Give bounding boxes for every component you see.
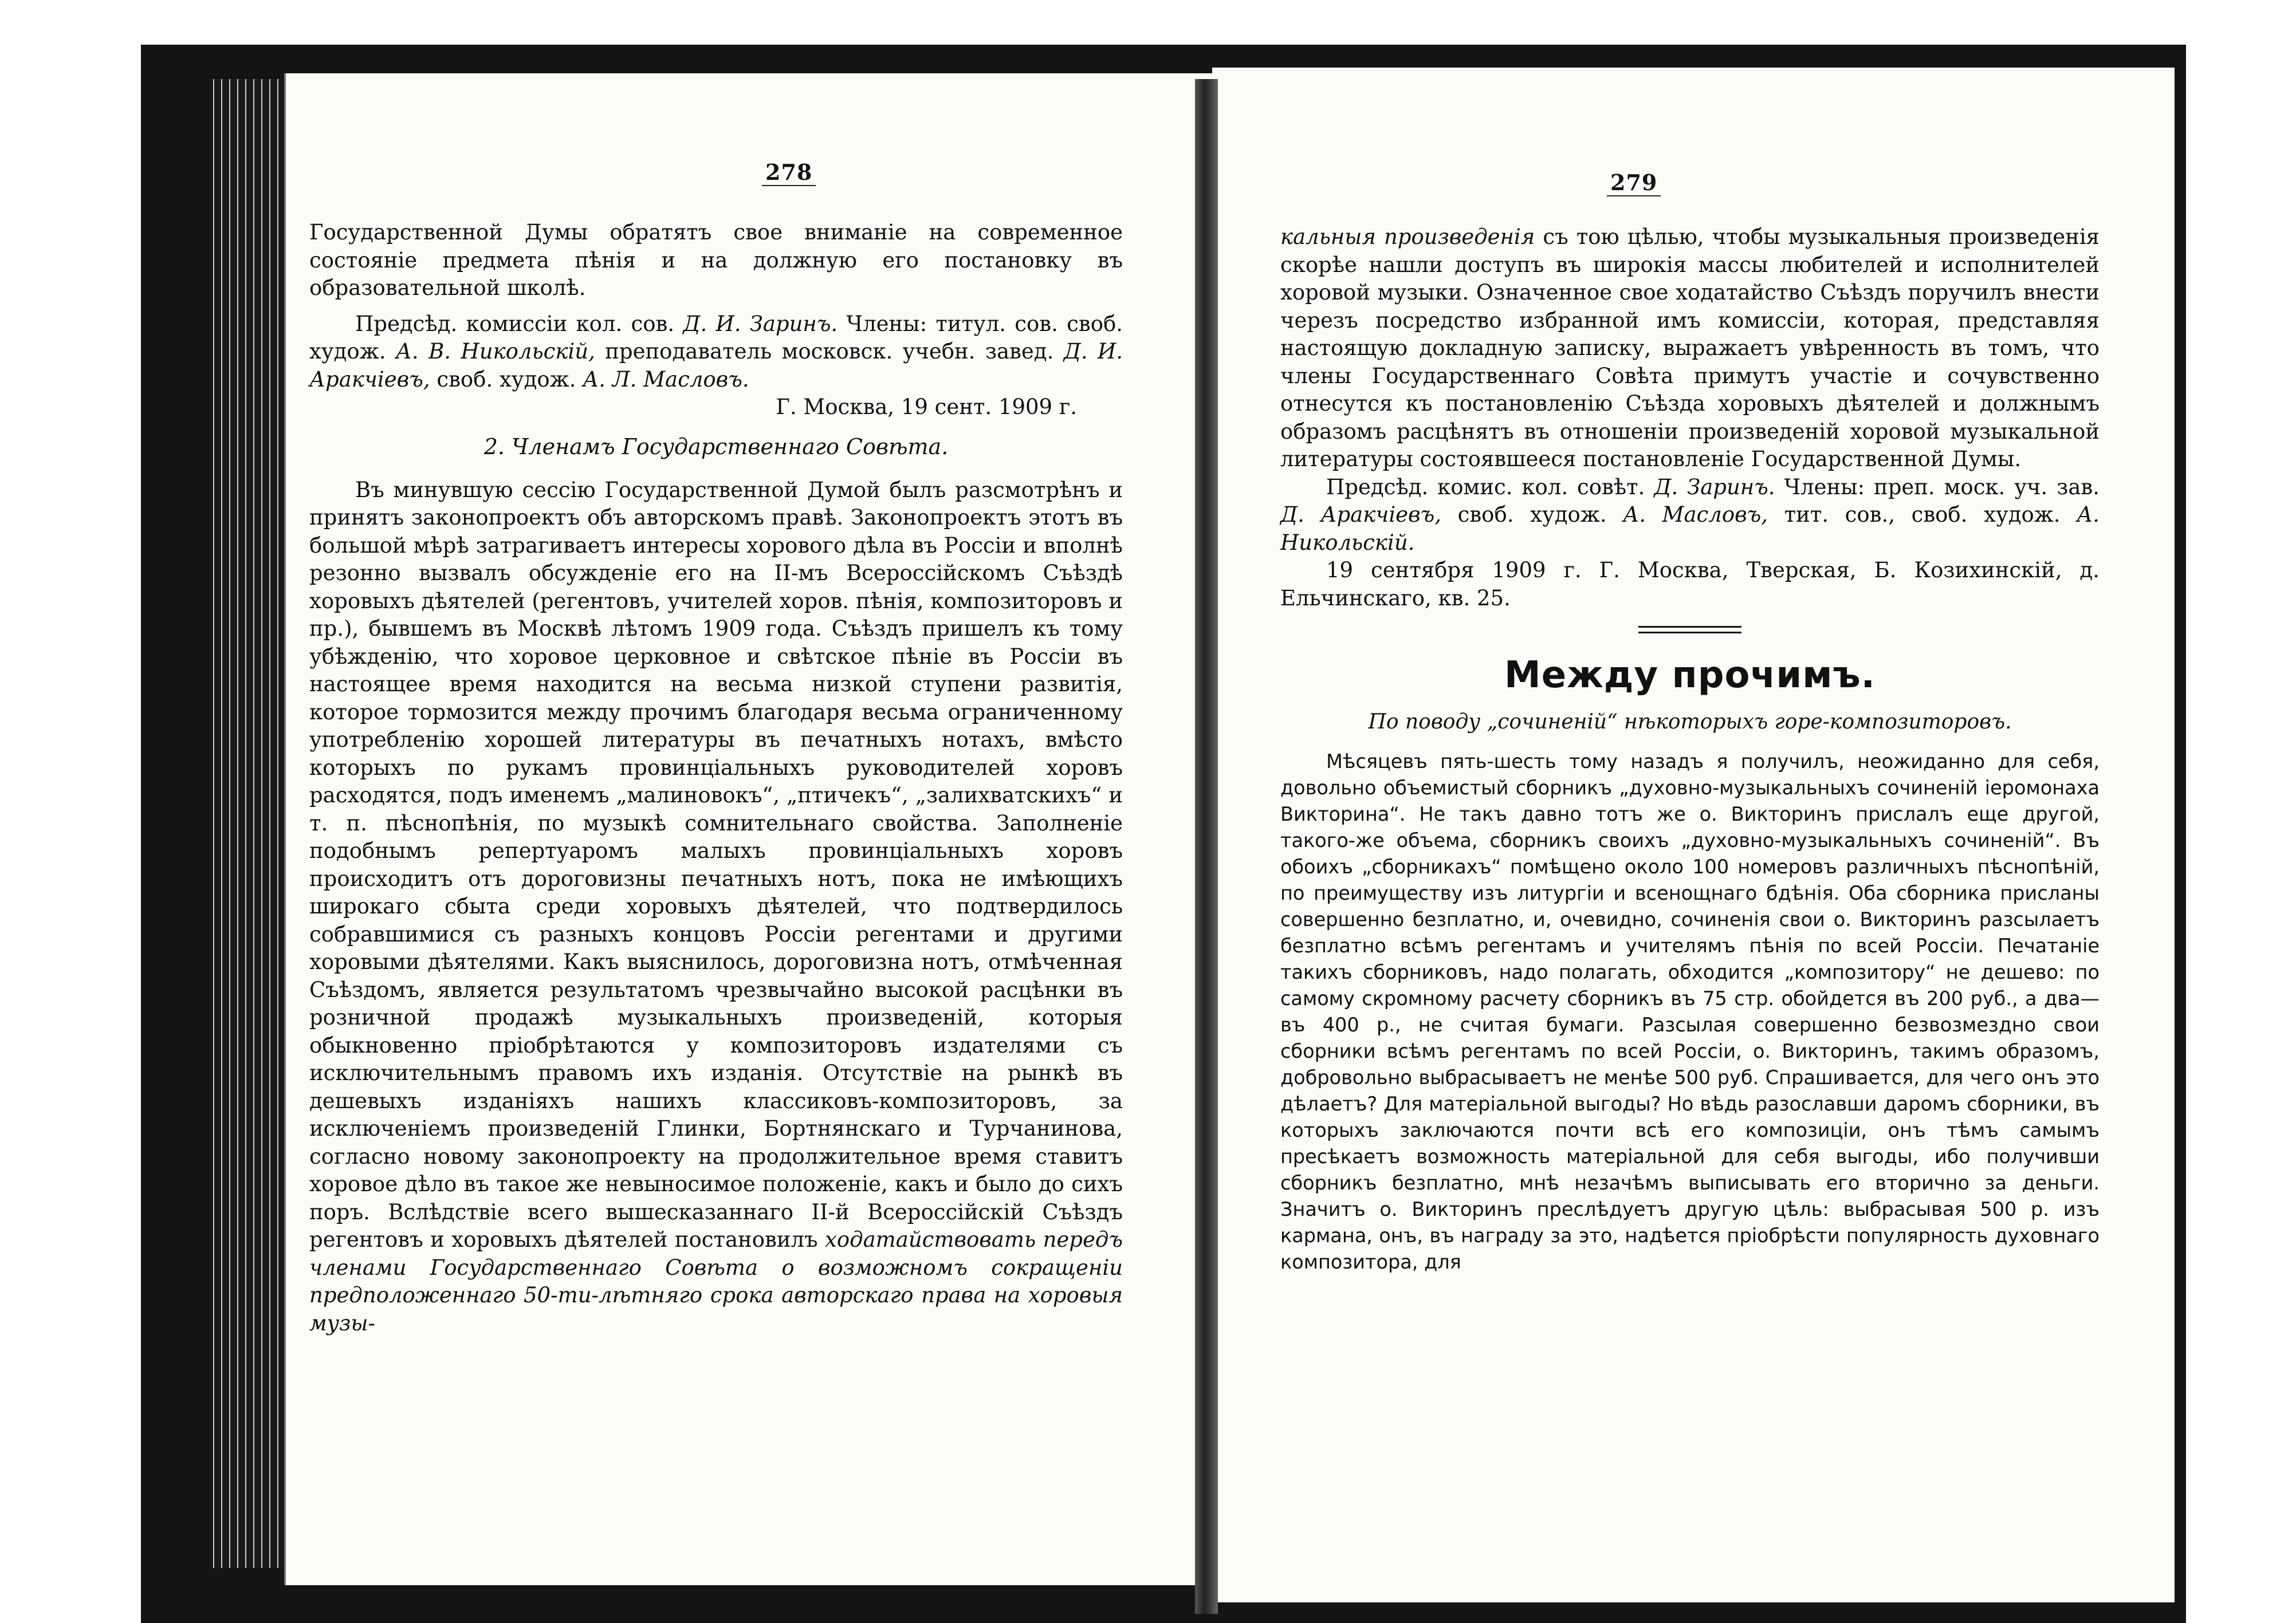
section-title: Между прочимъ. xyxy=(1504,654,1876,696)
signatory-name: А. Масловъ, xyxy=(1623,502,1768,527)
right-signatures: Предсѣд. комис. кол. совѣт. Д. Заринъ. Члены: преп. моск. уч. зав. Д. Аракчіевъ, своб. худож. А. Масловъ, тит. сов., своб. худож. А. Никольскій. xyxy=(1280,474,2100,555)
left-paragraph-main: Въ минувшую сессію Государственной Думой былъ разсмотрѣнъ и принятъ законопроектъ объ авторскомъ правѣ. Законопроектъ этотъ въ большой мѣрѣ затрагиваетъ интересы хорового дѣла въ Россіи и вполнѣ резонно вызвалъ обсужденіе его на II-мъ Всероссійскомъ Съѣздѣ хоровыхъ дѣятелей (регентовъ, учителей хоров. пѣнія, композиторовъ и пр.), бывшемъ въ Москвѣ лѣтомъ 1909 года. Съѣздъ пришелъ къ тому убѣжденію, что хоровое церковное и свѣтское пѣніе въ Россіи въ настоящее время находится на весьма низкой ступени развитія, которое тормозится между прочимъ благодаря весьма ограниченному употребленію хорошей литературы въ печатныхъ нотахъ, вмѣсто которыхъ по рукамъ провинціальныхъ руководителей хоровъ расходятся, подъ именемъ „малиновокъ“, „птичекъ“, „залихватскихъ“ и т. п. пѣснопѣнія, по музыкѣ сомнительнаго свойства. Заполненіе подобнымъ репертуаромъ малыхъ провинціальныхъ хоровъ происходитъ отъ дороговизны печатныхъ нотъ, пока не имѣющихъ широкаго сбыта среди хоровыхъ дѣятелей, что подтвердилось собравшимися съ разныхъ концовъ Россіи регентами и другими хоровыми дѣятелями. Какъ выяснилось, дороговизна нотъ, отмѣченная Съѣздомъ, является результатомъ чрезвычайно высокой расцѣнки въ розничной продажѣ музыкальныхъ произведеній, которыя обыкновенно пріобрѣтаются у композиторовъ издателями съ исключительнымъ правомъ ихъ изданія. Отсутствіе на рынкѣ въ дешевыхъ изданіяхъ нашихъ классиковъ-композиторовъ, за исключеніемъ произведеній Глинки, Бортнянскаго и Турчанинова, согласно новому законопроекту на продолжительное время ставитъ хоровое дѣло въ такое же невыносимое положеніе, какъ и было до сихъ поръ. Вслѣдствіе всего вышесказаннаго II-й Всероссійскій Съѣздъ регентовъ и хоровыхъ дѣятелей постановилъ ходатайствовать передъ членами Государственнаго Совѣта о возможномъ сокращеніи предположеннаго 50-ти-лѣтняго срока авторскаго права на хоровыя музы- xyxy=(309,477,1123,1336)
signatory-name: Д. Заринъ. xyxy=(1654,474,1775,499)
signatory-name: А. В. Никольскій, xyxy=(395,339,595,364)
left-signatures: Предсѣд. комиссіи кол. сов. Д. И. Заринъ. Члены: титул. сов. своб. худож. А. В. Никольскій, преподаватель московск. учебн. завед. Д. И. Аракчіевъ, своб. худож. А. Л. Масловъ. xyxy=(309,311,1123,392)
signatory-name: Д. Аракчіевъ, xyxy=(1280,502,1442,527)
right-italic-lead: кальныя произведенія xyxy=(1280,224,1535,249)
right-page-text xyxy=(1280,223,2100,1275)
page-edges xyxy=(210,79,290,1568)
left-place-date: Г. Москва, 19 сент. 1909 г. xyxy=(776,395,1077,419)
book-gutter xyxy=(1195,79,1218,1614)
right-paragraph-1: кальныя произведенія съ тою цѣлью, чтобы музыкальныя произведенія скорѣе нашли доступъ въ широкія массы любителей и исполнителей хоровой музыки. Означенное свое ходатайство Съѣздъ поручилъ внести черезъ посредство избранной имъ комиссіи, которая, представляя настоящую докладную записку, выражаетъ увѣренность въ томъ, что члены Государственнаго Совѣта примутъ участіе и сочувственно отнесутся къ постановленію Съѣзда хоровыхъ дѣятелей и должнымъ образомъ расцѣнятъ въ отношеніи произведеній хоровой музыкальной литературы состоявшееся постановленіе Государственной Думы. xyxy=(1280,224,2100,471)
section-subtitle: По поводу „сочиненій“ нѣкоторыхъ горе-композиторовъ. xyxy=(1368,710,2012,734)
right-address-date: 19 сентября 1909 г. Г. Москва, Тверская, Б. Козихинскій, д. Ельчинскаго, кв. 25. xyxy=(1280,558,2100,610)
left-page-text xyxy=(309,219,1123,1337)
left-paragraph-1: Государственной Думы обратятъ свое вниманіе на современное состояніе предмета пѣнія и на должную его постановку въ образовательной школѣ. xyxy=(309,220,1123,300)
signatory-name: Д. И. Заринъ. xyxy=(683,311,838,336)
left-italic-petition: ходатайствовать передъ членами Государственнаго Совѣта о возможномъ сокращеніи предположеннаго 50-ти-лѣтняго срока авторскаго права на хоровыя музы- xyxy=(309,1227,1123,1336)
page-number-left: 278 xyxy=(762,159,816,186)
signatory-name: А. Л. Масловъ. xyxy=(583,367,749,392)
right-article-body: Мѣсяцевъ пять-шесть тому назадъ я получилъ, неожиданно для себя, довольно объемистый сборникъ „духовно-музыкальныхъ сочиненій іеромонаха Викторина“. Не такъ давно тотъ же о. Викторинъ прислалъ еще другой, такого-же объема, сборникъ своихъ „духовно-музыкальныхъ сочиненій“. Въ обоихъ „сборникахъ“ помѣщено около 100 номеровъ различныхъ пѣснопѣній, по преимуществу изъ литургіи и всенощнаго бдѣнія. Оба сборника присланы совершенно безплатно, и, очевидно, сочиненія свои о. Викторинъ разсылаетъ безплатно всѣмъ регентамъ и учителямъ пѣнія по всей Россіи. Печатаніе такихъ сборниковъ, надо полагать, обходится „композитору“ не дешево: по самому скромному расчету сборникъ въ 75 стр. обойдется въ 200 руб., а два—въ 400 р., не считая бумаги. Разсылая совершенно безвозмездно свои сборники всѣмъ регентамъ по всей Россіи, о. Викторинъ, такимъ образомъ, добровольно выбрасываетъ не менѣе 500 руб. Спрашивается, для чего онъ это дѣлаетъ? Для матеріальной выгоды? Но вѣдь разославши даромъ сборники, въ которыхъ заключаются почти всѣ его композиціи, онъ тѣмъ самымъ пресѣкаетъ возможность матеріальной для себя выгоды, ибо получивши сборникъ безплатно, мнѣ незачѣмъ выписывать его вторично за деньги. Значитъ о. Викторинъ преслѣдуетъ другую цѣль: выбрасывая 500 р. изъ кармана, онъ, въ награду за это, надѣется пріобрѣсти популярность духовнаго композитора, для xyxy=(1280,750,2100,1273)
signatory-name: А. Никольскій. xyxy=(1280,502,2100,555)
page-number-right: 279 xyxy=(1607,170,1661,196)
left-section-heading: 2. Членамъ Государственнаго Совѣта. xyxy=(483,434,949,459)
signatory-name: Д. И. Аракчіевъ, xyxy=(309,339,1123,392)
section-divider-rule xyxy=(1638,626,1741,633)
